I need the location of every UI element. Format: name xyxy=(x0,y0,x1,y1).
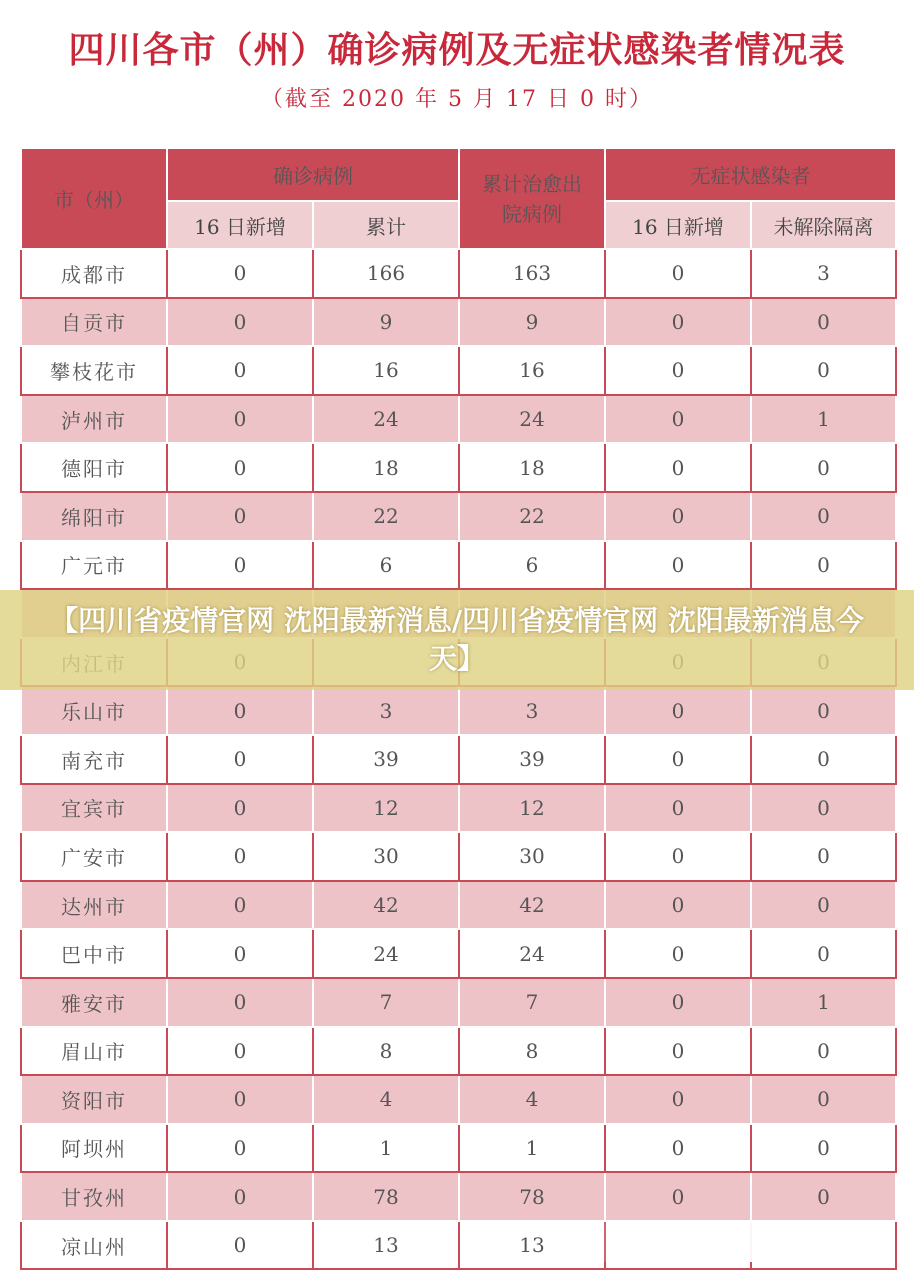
value-cell: 0 xyxy=(167,298,313,347)
value-cell: 4 xyxy=(313,1075,459,1124)
table-body xyxy=(21,249,896,1269)
value-cell: 0 xyxy=(751,735,896,784)
value-cell: 0 xyxy=(605,881,751,930)
header-discharged: 累计治愈出院病例 xyxy=(459,148,605,249)
value-cell: 30 xyxy=(459,832,605,881)
value-cell: 0 xyxy=(751,298,896,347)
city-cell: 德阳市 xyxy=(21,443,167,492)
value-cell: 0 xyxy=(167,1221,313,1270)
value-cell: 0 xyxy=(167,929,313,978)
table-row xyxy=(21,395,896,444)
city-cell: 自贡市 xyxy=(21,298,167,347)
value-cell: 0 xyxy=(605,492,751,541)
table-row xyxy=(21,1124,896,1173)
value-cell: 0 xyxy=(167,686,313,735)
overlay-banner xyxy=(0,590,914,690)
value-cell: 0 xyxy=(605,346,751,395)
value-cell: 0 xyxy=(167,881,313,930)
city-cell: 巴中市 xyxy=(21,929,167,978)
value-cell: 9 xyxy=(313,298,459,347)
value-cell: 0 xyxy=(167,492,313,541)
value-cell: 8 xyxy=(313,1027,459,1076)
value-cell: 0 xyxy=(605,686,751,735)
value-cell: 3 xyxy=(313,686,459,735)
city-cell: 广安市 xyxy=(21,832,167,881)
value-cell: 0 xyxy=(751,1124,896,1173)
header-asym-new: 16 日新增 xyxy=(605,201,751,249)
watermark-fade xyxy=(594,1222,884,1262)
value-cell: 4 xyxy=(459,1075,605,1124)
value-cell: 0 xyxy=(605,784,751,833)
value-cell: 78 xyxy=(313,1172,459,1221)
value-cell: 0 xyxy=(605,541,751,590)
value-cell: 0 xyxy=(751,832,896,881)
value-cell: 1 xyxy=(313,1124,459,1173)
table-row xyxy=(21,784,896,833)
value-cell: 0 xyxy=(167,832,313,881)
value-cell: 0 xyxy=(167,1124,313,1173)
value-cell: 0 xyxy=(167,1075,313,1124)
city-cell: 达州市 xyxy=(21,881,167,930)
city-cell: 眉山市 xyxy=(21,1027,167,1076)
value-cell: 0 xyxy=(167,541,313,590)
table-row xyxy=(21,1172,896,1221)
value-cell: 0 xyxy=(605,832,751,881)
case-table xyxy=(20,147,897,1270)
value-cell: 0 xyxy=(167,249,313,298)
value-cell: 0 xyxy=(167,346,313,395)
city-cell: 甘孜州 xyxy=(21,1172,167,1221)
value-cell: 0 xyxy=(605,249,751,298)
table-row xyxy=(21,978,896,1027)
value-cell: 1 xyxy=(459,1124,605,1173)
value-cell: 6 xyxy=(313,541,459,590)
city-cell: 凉山州 xyxy=(21,1221,167,1270)
value-cell: 0 xyxy=(167,1172,313,1221)
city-cell: 宜宾市 xyxy=(21,784,167,833)
city-cell: 泸州市 xyxy=(21,395,167,444)
value-cell: 7 xyxy=(313,978,459,1027)
city-cell: 资阳市 xyxy=(21,1075,167,1124)
table-row xyxy=(21,686,896,735)
table-row xyxy=(21,443,896,492)
value-cell: 1 xyxy=(751,978,896,1027)
value-cell: 0 xyxy=(751,541,896,590)
value-cell: 24 xyxy=(459,395,605,444)
value-cell: 13 xyxy=(313,1221,459,1270)
value-cell: 1 xyxy=(751,395,896,444)
value-cell: 0 xyxy=(751,346,896,395)
city-cell: 阿坝州 xyxy=(21,1124,167,1173)
value-cell: 0 xyxy=(751,1172,896,1221)
value-cell: 0 xyxy=(605,929,751,978)
page-subtitle: （截至 2020 年 5 月 17 日 0 时） xyxy=(261,87,653,112)
table-row xyxy=(21,1027,896,1076)
value-cell: 0 xyxy=(167,735,313,784)
city-cell: 广元市 xyxy=(21,541,167,590)
header-confirmed-new: 16 日新增 xyxy=(167,201,313,249)
value-cell: 18 xyxy=(313,443,459,492)
value-cell: 42 xyxy=(459,881,605,930)
value-cell: 16 xyxy=(459,346,605,395)
value-cell: 78 xyxy=(459,1172,605,1221)
value-cell: 0 xyxy=(751,492,896,541)
table-row xyxy=(21,249,896,298)
table-row xyxy=(21,492,896,541)
value-cell: 24 xyxy=(313,929,459,978)
value-cell: 13 xyxy=(459,1221,605,1270)
value-cell: 0 xyxy=(605,1172,751,1221)
value-cell: 0 xyxy=(605,1075,751,1124)
value-cell: 0 xyxy=(167,784,313,833)
value-cell: 12 xyxy=(313,784,459,833)
table-row xyxy=(21,929,896,978)
value-cell: 24 xyxy=(313,395,459,444)
value-cell: 0 xyxy=(751,929,896,978)
value-cell: 30 xyxy=(313,832,459,881)
value-cell: 0 xyxy=(167,443,313,492)
table-row xyxy=(21,298,896,347)
value-cell: 0 xyxy=(605,1124,751,1173)
header-city: 市（州） xyxy=(21,148,167,249)
value-cell: 0 xyxy=(167,1027,313,1076)
value-cell: 3 xyxy=(459,686,605,735)
value-cell: 3 xyxy=(751,249,896,298)
city-cell: 攀枝花市 xyxy=(21,346,167,395)
header-confirmed: 确诊病例 xyxy=(167,148,459,201)
value-cell: 39 xyxy=(313,735,459,784)
value-cell: 0 xyxy=(605,443,751,492)
value-cell: 22 xyxy=(459,492,605,541)
value-cell: 0 xyxy=(605,1027,751,1076)
value-cell: 0 xyxy=(751,1027,896,1076)
table-row xyxy=(21,832,896,881)
city-cell: 绵阳市 xyxy=(21,492,167,541)
city-cell: 成都市 xyxy=(21,249,167,298)
value-cell: 24 xyxy=(459,929,605,978)
header-asymptomatic: 无症状感染者 xyxy=(605,148,896,201)
value-cell: 42 xyxy=(313,881,459,930)
value-cell: 0 xyxy=(751,686,896,735)
value-cell: 166 xyxy=(313,249,459,298)
value-cell: 22 xyxy=(313,492,459,541)
value-cell: 0 xyxy=(751,784,896,833)
value-cell: 0 xyxy=(605,395,751,444)
table-row xyxy=(21,1075,896,1124)
value-cell: 39 xyxy=(459,735,605,784)
value-cell: 6 xyxy=(459,541,605,590)
table-row xyxy=(21,346,896,395)
city-cell: 南充市 xyxy=(21,735,167,784)
value-cell: 0 xyxy=(751,443,896,492)
value-cell: 0 xyxy=(167,395,313,444)
city-cell: 乐山市 xyxy=(21,686,167,735)
table-row xyxy=(21,735,896,784)
value-cell: 0 xyxy=(605,298,751,347)
page-title: 四川各市（州）确诊病例及无症状感染者情况表 xyxy=(68,30,846,71)
value-cell: 163 xyxy=(459,249,605,298)
banner-text: 【四川省疫情官网 沈阳最新消息/四川省疫情官网 沈阳最新消息今天】 xyxy=(50,604,864,675)
header-confirmed-total: 累计 xyxy=(313,201,459,249)
city-cell: 雅安市 xyxy=(21,978,167,1027)
value-cell: 0 xyxy=(751,1075,896,1124)
value-cell: 0 xyxy=(751,881,896,930)
table-row xyxy=(21,881,896,930)
value-cell: 0 xyxy=(605,978,751,1027)
value-cell: 0 xyxy=(605,735,751,784)
table-row xyxy=(21,541,896,590)
value-cell: 9 xyxy=(459,298,605,347)
value-cell: 0 xyxy=(167,978,313,1027)
value-cell: 18 xyxy=(459,443,605,492)
header-asym-isolation: 未解除隔离 xyxy=(751,201,896,249)
value-cell: 16 xyxy=(313,346,459,395)
value-cell: 8 xyxy=(459,1027,605,1076)
value-cell: 12 xyxy=(459,784,605,833)
value-cell: 7 xyxy=(459,978,605,1027)
